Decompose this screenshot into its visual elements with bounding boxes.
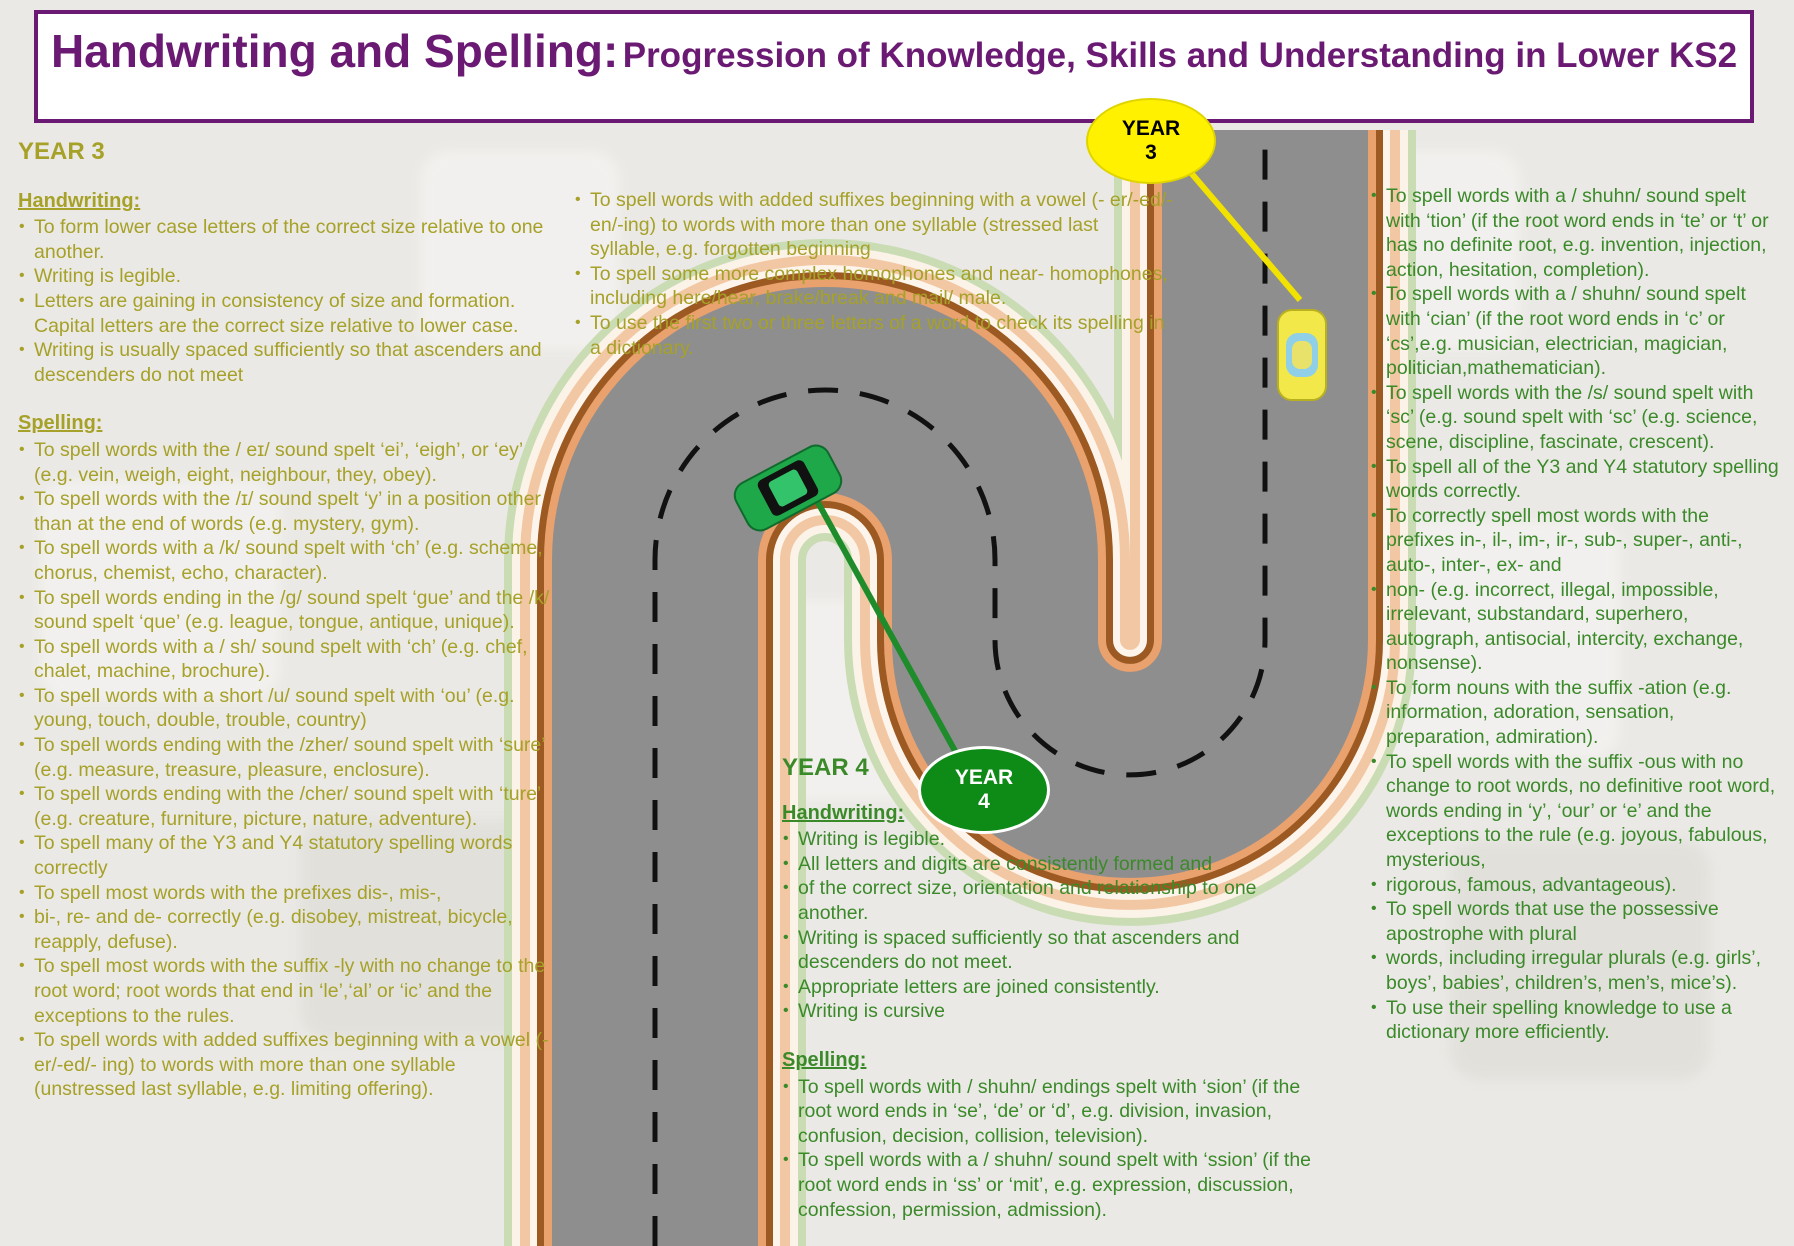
year4-heading: YEAR 4: [782, 754, 869, 781]
list-item: • of the correct size, orientation and relationship to one another.: [782, 876, 1322, 925]
list-item: • To spell words with a / shuhn/ sound spelt with ‘cian’ (if the root word ends in ‘c’ or ‘cs’,e.g. musician, electrician, magician, politician,mathematician).: [1370, 282, 1780, 380]
list-item: • To use the first two or three letters of a word to check its spelling in a dictionary.: [574, 311, 1174, 360]
list-item: • To spell words with a / shuhn/ sound spelt with ‘tion’ (if the root word ends in ‘te’ or ‘t’ or has no definite root, e.g. invention, injection, action, hesitation, completion).: [1370, 184, 1780, 282]
list-item: • To spell words ending in the /g/ sound spelt ‘gue’ and the /k/ sound spelt ‘que’ (e.g. league, tongue, antique, unique).: [18, 586, 558, 635]
list-item: • Appropriate letters are joined consistently.: [782, 975, 1322, 1000]
list-item: • To spell words with / shuhn/ endings spelt with ‘sion’ (if the root word ends in ‘se’, ‘de’ or ‘d’, e.g. division, invasion, confusion, decision, collision, television).: [782, 1075, 1322, 1149]
list-item: • To spell words with a / shuhn/ sound spelt with ‘ssion’ (if the root word ends in ‘ss’ or ‘mit’, e.g. expression, discussion, confession, permission, admission).: [782, 1148, 1322, 1222]
year3-heading: YEAR 3: [18, 138, 105, 165]
list-item: • Writing is legible.: [18, 264, 558, 289]
list-item: • To spell words with the suffix -ous with no change to root words, no definitive root word, words ending in ‘y’, ‘our’ or ‘e’ and the exceptions to the rule (e.g. joyous, fabulous, mysterious,: [1370, 750, 1780, 873]
list-item: • To spell words that use the possessive apostrophe with plural: [1370, 897, 1780, 946]
list-item: • Letters are gaining in consistency of size and formation. Capital letters are the correct size relative to lower case.: [18, 289, 558, 338]
year4-section: [782, 756, 1322, 1222]
year4-badge-line1: YEAR: [954, 766, 1014, 789]
year3-badge-line1: YEAR: [1121, 117, 1181, 140]
year4-handwriting-list: [782, 827, 1322, 1024]
year3-spelling-heading: Spelling:: [18, 412, 103, 435]
year3-badge-line2: 3: [1145, 141, 1157, 164]
list-item: • Writing is legible.: [782, 827, 1322, 852]
year3-badge: [1086, 98, 1216, 184]
list-item: • To form nouns with the suffix -ation (e.g. information, adoration, sensation, preparation, admiration).: [1370, 676, 1780, 750]
year3-section: [18, 140, 558, 1102]
list-item: • To spell words with added suffixes beginning with a vowel (-er/-ed/- ing) to words with more than one syllable (unstressed last syllable, e.g. limiting offering).: [18, 1028, 558, 1102]
year3-handwriting-list: [18, 215, 558, 387]
list-item: • To spell most words with the suffix -ly with no change to the root word; root words that end in ‘le’,‘al’ or ‘ic’ and the exceptions to the rules.: [18, 954, 558, 1028]
list-item: • To spell words with a / sh/ sound spelt with ‘ch’ (e.g. chef, chalet, machine, brochure).: [18, 635, 558, 684]
year4-badge-line2: 4: [978, 790, 990, 813]
list-item: • To spell most words with the prefixes dis-, mis-,: [18, 881, 558, 906]
title-main: Handwriting and Spelling:: [50, 25, 619, 77]
list-item: • To spell words with the /s/ sound spelt with ‘sc’ (e.g. sound spelt with ‘sc’ (e.g. science, scene, discipline, fascinate, crescent).: [1370, 381, 1780, 455]
year3-handwriting-heading: Handwriting:: [18, 189, 141, 212]
list-item: • To spell some more complex homophones and near- homophones, including here/hear, brake/break and mail/ male.: [574, 262, 1174, 311]
list-item: • To spell words with a /k/ sound spelt with ‘ch’ (e.g. scheme, chorus, chemist, echo, character).: [18, 536, 558, 585]
list-item: • rigorous, famous, advantageous).: [1370, 873, 1780, 898]
year4-right-list: [1370, 184, 1780, 1045]
list-item: • words, including irregular plurals (e.g. girls’, boys’, babies’, children’s, men’s, mice’s).: [1370, 946, 1780, 995]
list-item: • To spell words with a short /u/ sound spelt with ‘ou’ (e.g. young, touch, double, trouble, country): [18, 684, 558, 733]
list-item: • All letters and digits are consistently formed and: [782, 852, 1322, 877]
year4-spelling-list: [782, 1075, 1322, 1223]
year3-middle-list: [574, 188, 1174, 360]
list-item: • To spell all of the Y3 and Y4 statutory spelling words correctly.: [1370, 455, 1780, 504]
list-item: • To spell words with the / eɪ/ sound spelt ‘ei’, ‘eigh’, or ‘ey’ (e.g. vein, weigh, eight, neighbour, they, obey).: [18, 438, 558, 487]
list-item: • Writing is usually spaced sufficiently so that ascenders and descenders do not meet: [18, 338, 558, 387]
list-item: • To spell words with added suffixes beginning with a vowel (- er/-ed/- en/-ing) to words with more than one syllable (stressed last syllable, e.g. forgotten beginning: [574, 188, 1174, 262]
list-item: • Writing is cursive: [782, 999, 1322, 1024]
list-item: • To use their spelling knowledge to use a dictionary more efficiently.: [1370, 996, 1780, 1045]
year3-car-icon: [1278, 310, 1326, 400]
list-item: • To spell words with the /ɪ/ sound spelt ‘y’ in a position other than at the end of words (e.g. mystery, gym).: [18, 487, 558, 536]
title-subtitle: Progression of Knowledge, Skills and Understanding in Lower KS2: [622, 36, 1738, 75]
list-item: • Writing is spaced sufficiently so that ascenders and descenders do not meet.: [782, 926, 1322, 975]
year3-spelling-list: [18, 438, 558, 1102]
list-item: • non- (e.g. incorrect, illegal, impossible, irrelevant, substandard, superhero, autograph, antisocial, intercity, exchange, nonsense).: [1370, 578, 1780, 676]
list-item: • To spell words ending with the /cher/ sound spelt with ‘ture’ (e.g. creature, furniture, picture, nature, adventure).: [18, 782, 558, 831]
title-banner: [34, 10, 1754, 123]
list-item: • bi-, re- and de- correctly (e.g. disobey, mistreat, bicycle, reapply, defuse).: [18, 905, 558, 954]
year3-middle-section: [574, 188, 1174, 360]
list-item: • To spell many of the Y3 and Y4 statutory spelling words correctly: [18, 831, 558, 880]
list-item: • To form lower case letters of the correct size relative to one another.: [18, 215, 558, 264]
list-item: • To correctly spell most words with the prefixes in-, il-, im-, ir-, sub-, super-, anti-, auto-, inter-, ex- and: [1370, 504, 1780, 578]
list-item: • To spell words ending with the /zher/ sound spelt with ‘sure’ (e.g. measure, treasure, pleasure, enclosure).: [18, 733, 558, 782]
year4-handwriting-heading: Handwriting:: [782, 801, 905, 824]
year4-spelling-heading: Spelling:: [782, 1048, 867, 1071]
year4-right-section: [1370, 184, 1780, 1045]
